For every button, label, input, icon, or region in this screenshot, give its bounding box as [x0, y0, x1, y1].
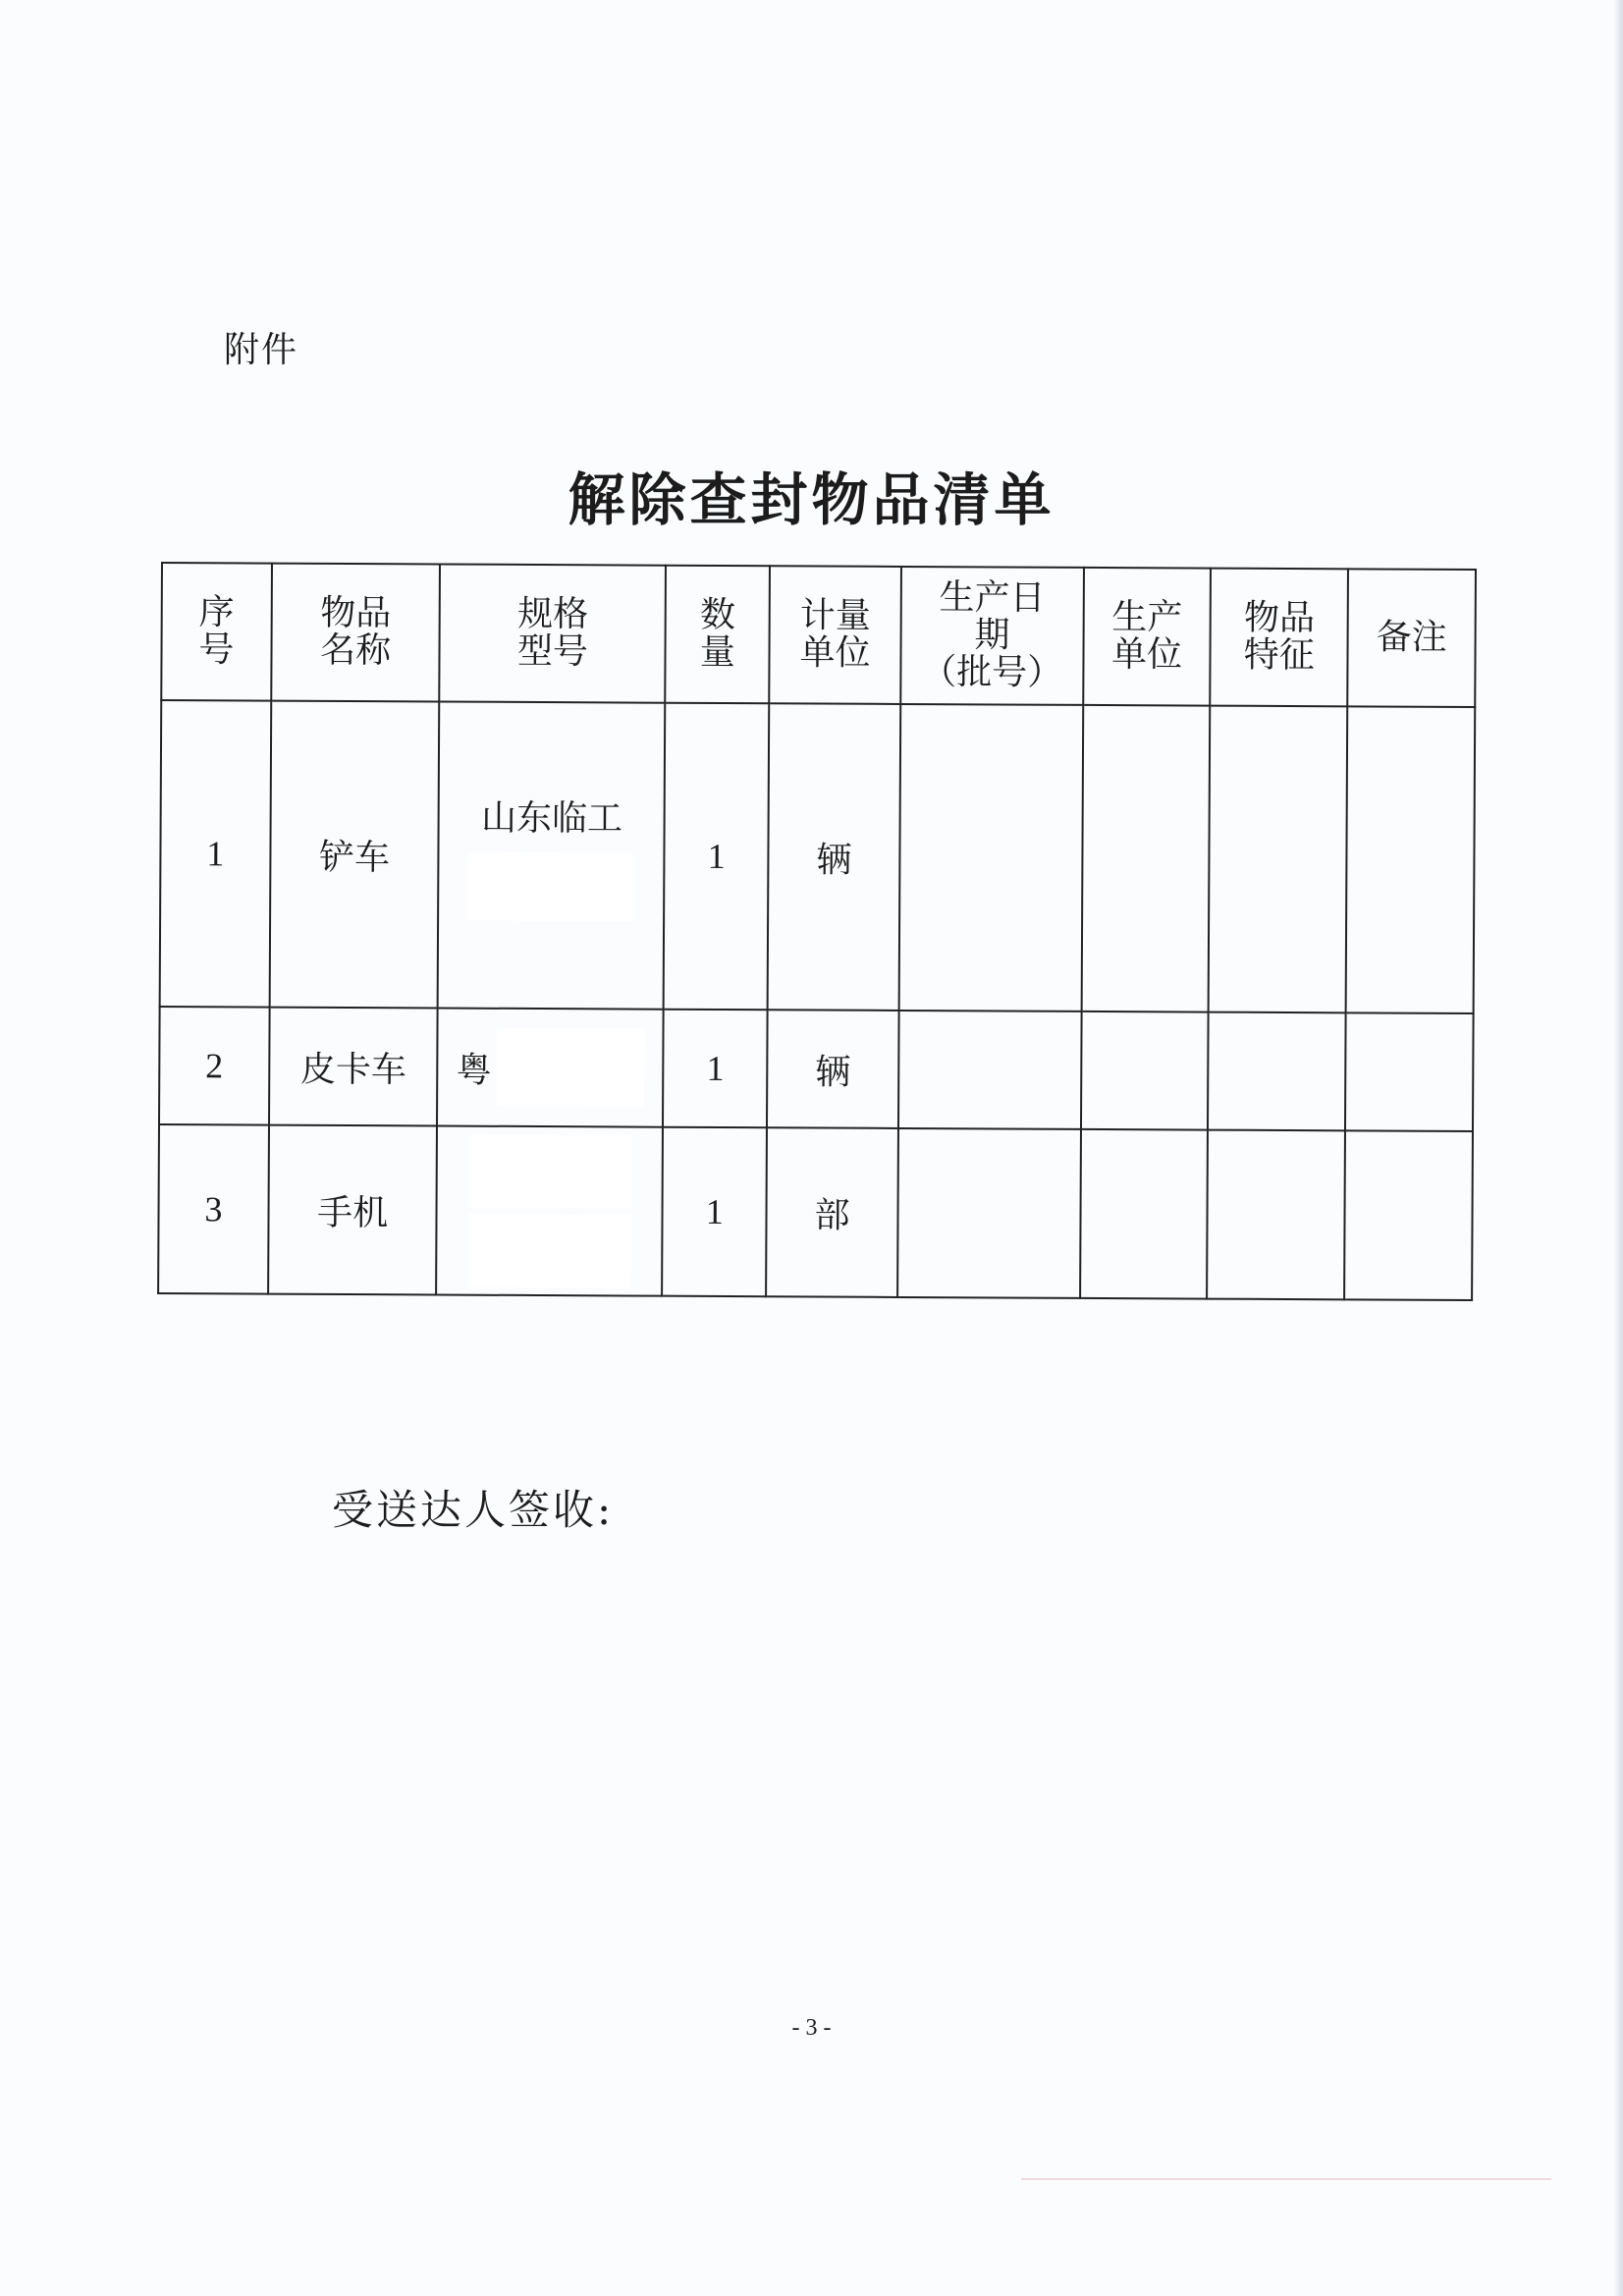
cell-producer [1080, 1129, 1209, 1299]
header-line: 生产 [1111, 597, 1183, 638]
header-line: 生产日 [939, 577, 1046, 619]
seized-items-table [157, 562, 1477, 1301]
table-row [160, 700, 1476, 1013]
cell-item-name: 铲车 [269, 701, 439, 1009]
header-remarks [1347, 569, 1476, 707]
attachment-label: 附件 [224, 330, 299, 370]
table-row [158, 1124, 1473, 1300]
spec-text: 粤 [456, 1050, 492, 1091]
cell-unit: 辆 [768, 703, 900, 1011]
header-item-name [271, 564, 440, 702]
header-line: 特征 [1243, 634, 1315, 677]
header-line: 规格 [517, 593, 589, 635]
scan-artifact-line [1021, 2178, 1551, 2180]
cell-spec [438, 701, 666, 1009]
header-unit [769, 566, 900, 704]
cell-remarks [1344, 1130, 1473, 1300]
header-line: （批号） [921, 652, 1063, 693]
header-line: 物品 [1243, 597, 1316, 639]
cell-producer [1081, 1011, 1209, 1130]
cell-production-date [899, 704, 1083, 1011]
header-features [1211, 569, 1348, 707]
header-line: 数 [699, 594, 736, 636]
document-title: 解除查封物品清单 [568, 466, 1055, 533]
cell-features [1208, 1130, 1346, 1300]
redaction-block [498, 1028, 645, 1108]
header-line: 序 [198, 592, 235, 633]
header-seq [161, 563, 272, 701]
cell-quantity: 1 [664, 703, 769, 1011]
cell-item-name: 皮卡车 [269, 1008, 438, 1126]
cell-spec [437, 1008, 664, 1126]
cell-seq: 1 [160, 700, 271, 1008]
header-line: 号 [198, 629, 235, 671]
cell-unit: 辆 [767, 1010, 898, 1128]
cell-features [1209, 706, 1347, 1013]
header-line: 物品 [320, 592, 392, 634]
cell-spec [437, 1125, 664, 1295]
scan-edge-shadow [1613, 0, 1623, 2296]
recipient-signature-label: 受送达人签收: [332, 1486, 615, 1534]
page-number: - 3 - [791, 2015, 832, 2041]
header-quantity [666, 566, 771, 704]
redaction-block [468, 1214, 630, 1288]
header-line: 型号 [516, 630, 589, 673]
header-line: 名称 [320, 629, 392, 672]
header-production-date [900, 567, 1083, 705]
cell-production-date [898, 1011, 1081, 1129]
header-spec-model [440, 564, 667, 702]
table-row [159, 1007, 1474, 1131]
header-line: 单位 [1110, 634, 1183, 676]
cell-item-name: 手机 [268, 1125, 438, 1295]
redaction-block [468, 851, 635, 921]
cell-remarks [1345, 1012, 1473, 1131]
header-line: 单位 [799, 632, 871, 674]
header-producer [1083, 568, 1211, 706]
cell-remarks [1346, 706, 1475, 1013]
redaction-block [468, 1134, 630, 1209]
cell-features [1208, 1012, 1345, 1131]
cell-quantity: 1 [663, 1010, 767, 1128]
cell-seq: 2 [159, 1007, 269, 1125]
cell-producer [1081, 705, 1210, 1012]
cell-production-date [897, 1128, 1081, 1298]
header-line: 量 [699, 631, 735, 674]
cell-seq: 3 [158, 1124, 269, 1294]
table-header-row [161, 563, 1476, 707]
header-line: 期 [974, 615, 1010, 656]
header-line: 备注 [1376, 617, 1447, 658]
header-line: 计量 [799, 595, 871, 636]
spec-text: 山东临工 [480, 797, 623, 839]
cell-unit: 部 [766, 1127, 898, 1297]
plate-wrap [457, 1028, 645, 1108]
cell-quantity: 1 [662, 1127, 767, 1297]
